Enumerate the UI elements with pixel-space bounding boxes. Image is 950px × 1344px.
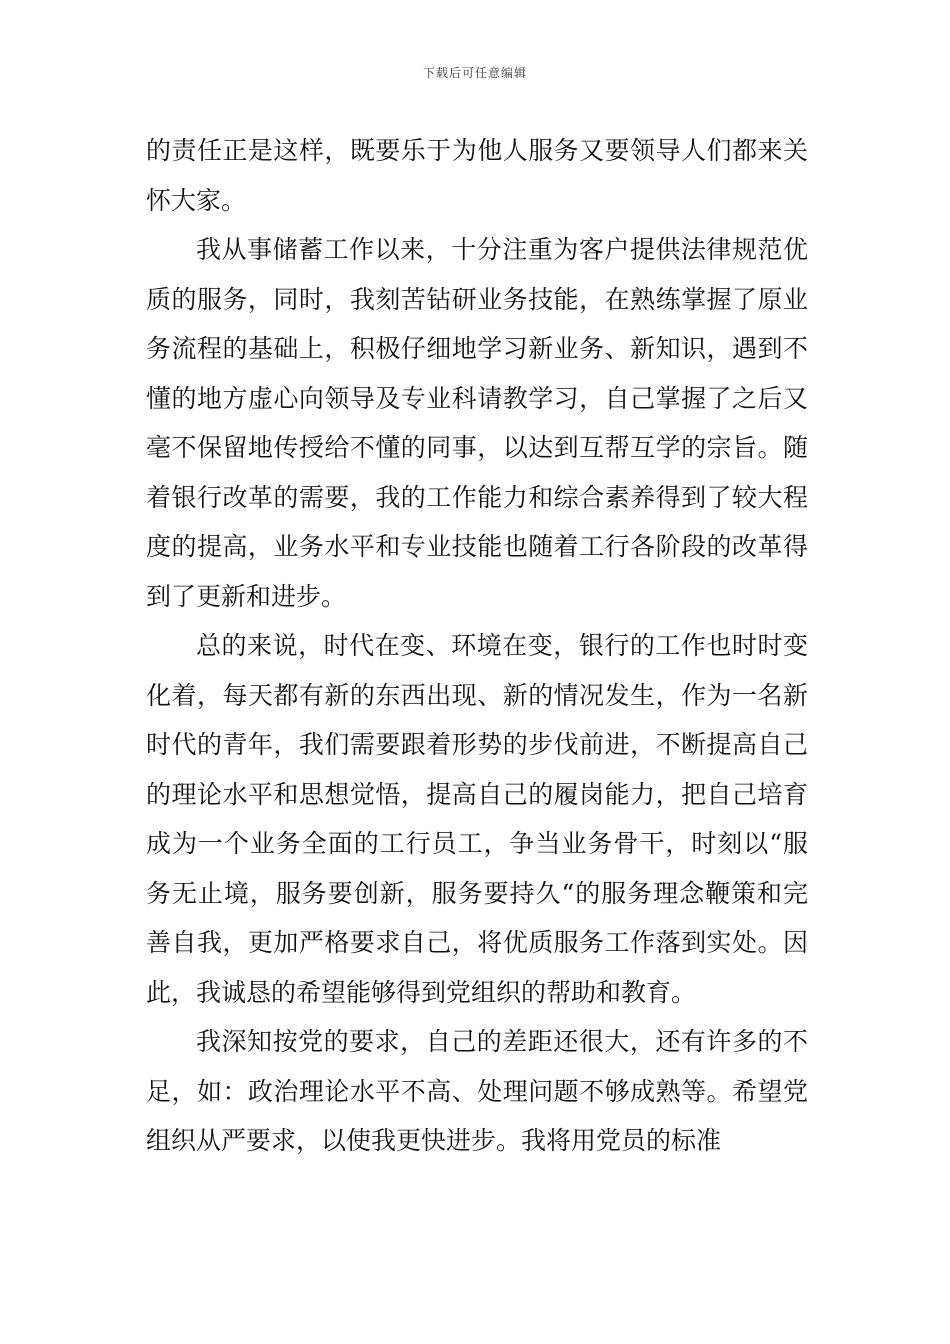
header-note: 下载后可任意编辑: [422, 66, 527, 80]
document-body: [146, 126, 808, 1166]
paragraph-shortcomings: 我深知按党的要求，自己的差距还很大，还有许多的不足，如：政治理论水平不高、处理问题不够成熟等。希望党组织从严要求，以使我更快进步。我将用党员的标准: [146, 1027, 808, 1155]
paragraph-work-experience: 我从事储蓄工作以来，十分注重为客户提供法律规范优质的服务，同时，我刻苦钻研业务技能，在熟练掌握了原业务流程的基础上，积极仔细地学习新业务、新知识，遇到不懂的地方虚心向领导及专业科请教学习，自己掌握了之后又毫不保留地传授给不懂的同事，以达到互帮互学的宗旨。随着银行改革的需要，我的工作能力和综合素养得到了较大程度的提高，业务水平和专业技能也随着工行各阶段的改革得到了更新和进步。: [146, 235, 808, 611]
paragraph-summary: 总的来说，时代在变、环境在变，银行的工作也时时变化着，每天都有新的东西出现、新的情况发生，作为一名新时代的青年，我们需要跟着形势的步伐前进，不断提高自己的理论水平和思想觉悟，提高自己的履岗能力，把自己培育成为一个业务全面的工行员工，争当业务骨干，时刻以“服务无止境，服务要创新，服务要持久“的服务理念鞭策和完善自我，更加严格要求自己，将优质服务工作落到实处。因此，我诚恳的希望能够得到党组织的帮助和教育。: [146, 631, 808, 1007]
paragraph-continuation: 的责任正是这样，既要乐于为他人服务又要领导人们都来关怀大家。: [146, 136, 808, 215]
